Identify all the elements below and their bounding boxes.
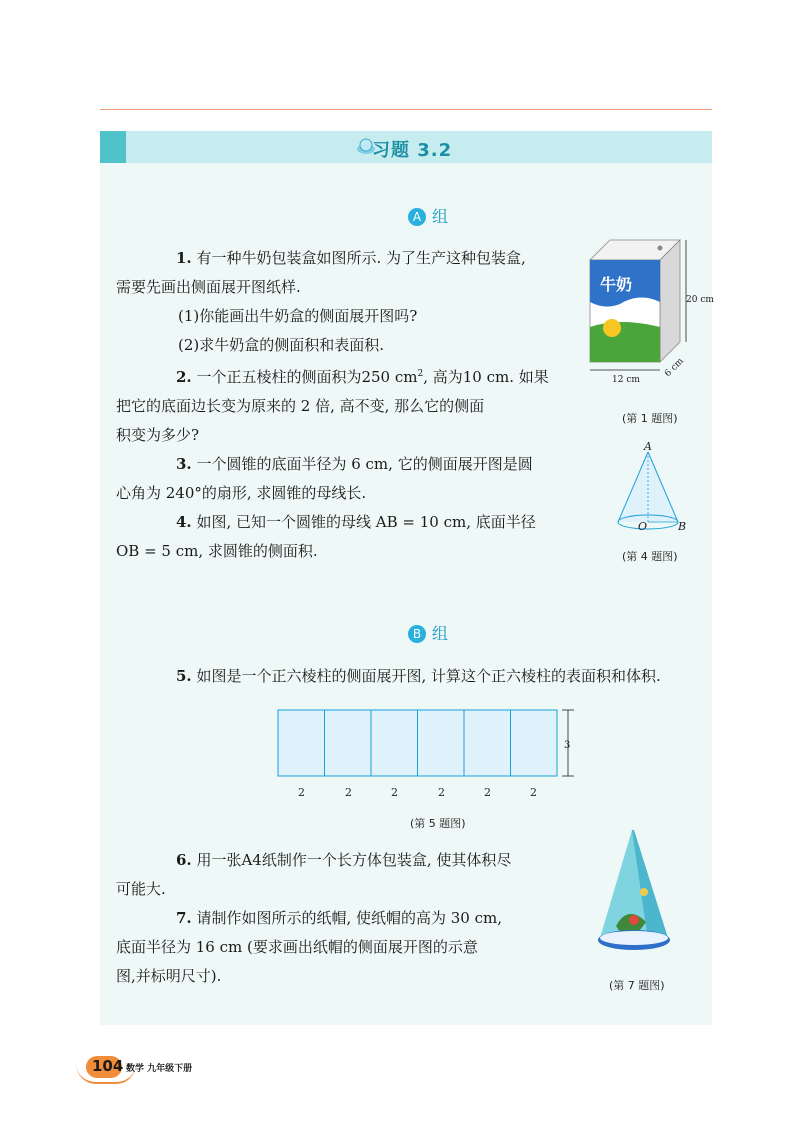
cone-apex-label: A bbox=[644, 440, 652, 453]
group-a-badge: A bbox=[408, 208, 426, 226]
question-1-number: 1. bbox=[176, 249, 192, 267]
prism-width-label: 2 bbox=[391, 786, 398, 799]
prism-net-figure bbox=[274, 706, 584, 802]
question-2-line3: 积变为多少? bbox=[116, 426, 200, 444]
milk-carton-figure bbox=[580, 232, 714, 392]
question-1-sub2: (2)求牛奶盒的侧面积和表面积. bbox=[178, 336, 385, 354]
group-b-heading bbox=[408, 621, 448, 644]
question-4-line2: OB = 5 cm, 求圆锥的侧面积. bbox=[116, 542, 318, 560]
prism-width-label: 2 bbox=[298, 786, 305, 799]
carton-width-label: 12 cm bbox=[612, 375, 640, 385]
question-2-line1a: 一个正五棱柱的侧面积为250 cm bbox=[196, 368, 418, 386]
question-3-line1: 一个圆锥的底面半径为 6 cm, 它的侧面展开图是圆 bbox=[196, 455, 533, 473]
question-5-number: 5. bbox=[176, 667, 192, 685]
question-2-sup: 2 bbox=[417, 369, 424, 379]
question-2-number: 2. bbox=[176, 368, 192, 386]
question-1-line1: 有一种牛奶包装盒如图所示. 为了生产这种包装盒, bbox=[196, 249, 526, 267]
group-a-heading bbox=[408, 204, 448, 227]
cone-edge-label: B bbox=[678, 520, 687, 533]
question-3-number: 3. bbox=[176, 455, 192, 473]
prism-height-label: 3 bbox=[564, 740, 571, 751]
book-title: 数学 九年级下册 bbox=[126, 1064, 193, 1074]
question-7 bbox=[116, 904, 566, 991]
question-7-line1: 请制作如图所示的纸帽, 使纸帽的高为 30 cm, bbox=[196, 909, 503, 927]
group-a-label: 组 bbox=[432, 207, 449, 226]
prism-width-label: 2 bbox=[484, 786, 491, 799]
question-4-number: 4. bbox=[176, 513, 192, 531]
carton-depth-label: 6 cm bbox=[663, 356, 686, 380]
question-5 bbox=[116, 662, 716, 691]
question-5-line1: 如图是一个正六棱柱的侧面展开图, 计算这个正六棱柱的表面积和体积. bbox=[196, 667, 661, 685]
prism-width-label: 2 bbox=[345, 786, 352, 799]
prism-width-label: 2 bbox=[438, 786, 445, 799]
question-1-line2: 需要先画出侧面展开图纸样. bbox=[116, 278, 301, 296]
header-tab bbox=[100, 131, 126, 163]
question-4-line1: 如图, 已知一个圆锥的母线 AB = 10 cm, 底面半径 bbox=[196, 513, 536, 531]
top-rule bbox=[100, 109, 712, 110]
paper-hat-figure bbox=[594, 826, 674, 956]
question-3 bbox=[116, 450, 566, 508]
question-2-line1b: , 高为10 cm. 如果 bbox=[423, 368, 549, 386]
question-4 bbox=[116, 508, 566, 566]
figure-1-caption: (第 1 题图) bbox=[622, 412, 678, 425]
page-title: 习题 3.2 bbox=[372, 140, 453, 161]
question-6-number: 6. bbox=[176, 851, 192, 869]
figure-7-caption: (第 7 题图) bbox=[609, 979, 665, 992]
question-7-line3: 图,并标明尺寸). bbox=[116, 967, 222, 985]
question-1 bbox=[116, 244, 566, 360]
prism-width-label: 2 bbox=[530, 786, 537, 799]
page-number: 104 bbox=[92, 1057, 124, 1075]
question-7-line2: 底面半径为 16 cm (要求画出纸帽的侧面展开图的示意 bbox=[116, 938, 478, 956]
group-b-badge: B bbox=[408, 625, 426, 643]
question-7-number: 7. bbox=[176, 909, 192, 927]
carton-height-label: 20 cm bbox=[686, 295, 714, 305]
figure-5-caption: (第 5 题图) bbox=[410, 817, 466, 830]
group-b-label: 组 bbox=[432, 624, 449, 643]
cone-center-label: O bbox=[638, 520, 648, 533]
question-6 bbox=[116, 846, 566, 904]
question-6-line2: 可能大. bbox=[116, 880, 166, 898]
question-1-sub1: (1)你能画出牛奶盒的侧面展开图吗? bbox=[178, 307, 418, 325]
question-2 bbox=[116, 360, 566, 450]
question-3-line2: 心角为 240°的扇形, 求圆锥的母线长. bbox=[116, 484, 367, 502]
question-6-line1: 用一张A4纸制作一个长方体包装盒, 使其体积尽 bbox=[196, 851, 512, 869]
cone-figure bbox=[612, 440, 692, 532]
milk-brand-label: 牛奶 bbox=[600, 275, 633, 294]
figure-4-caption: (第 4 题图) bbox=[622, 550, 678, 563]
question-2-line2: 把它的底面边长变为原来的 2 倍, 高不变, 那么它的侧面 bbox=[116, 397, 485, 415]
